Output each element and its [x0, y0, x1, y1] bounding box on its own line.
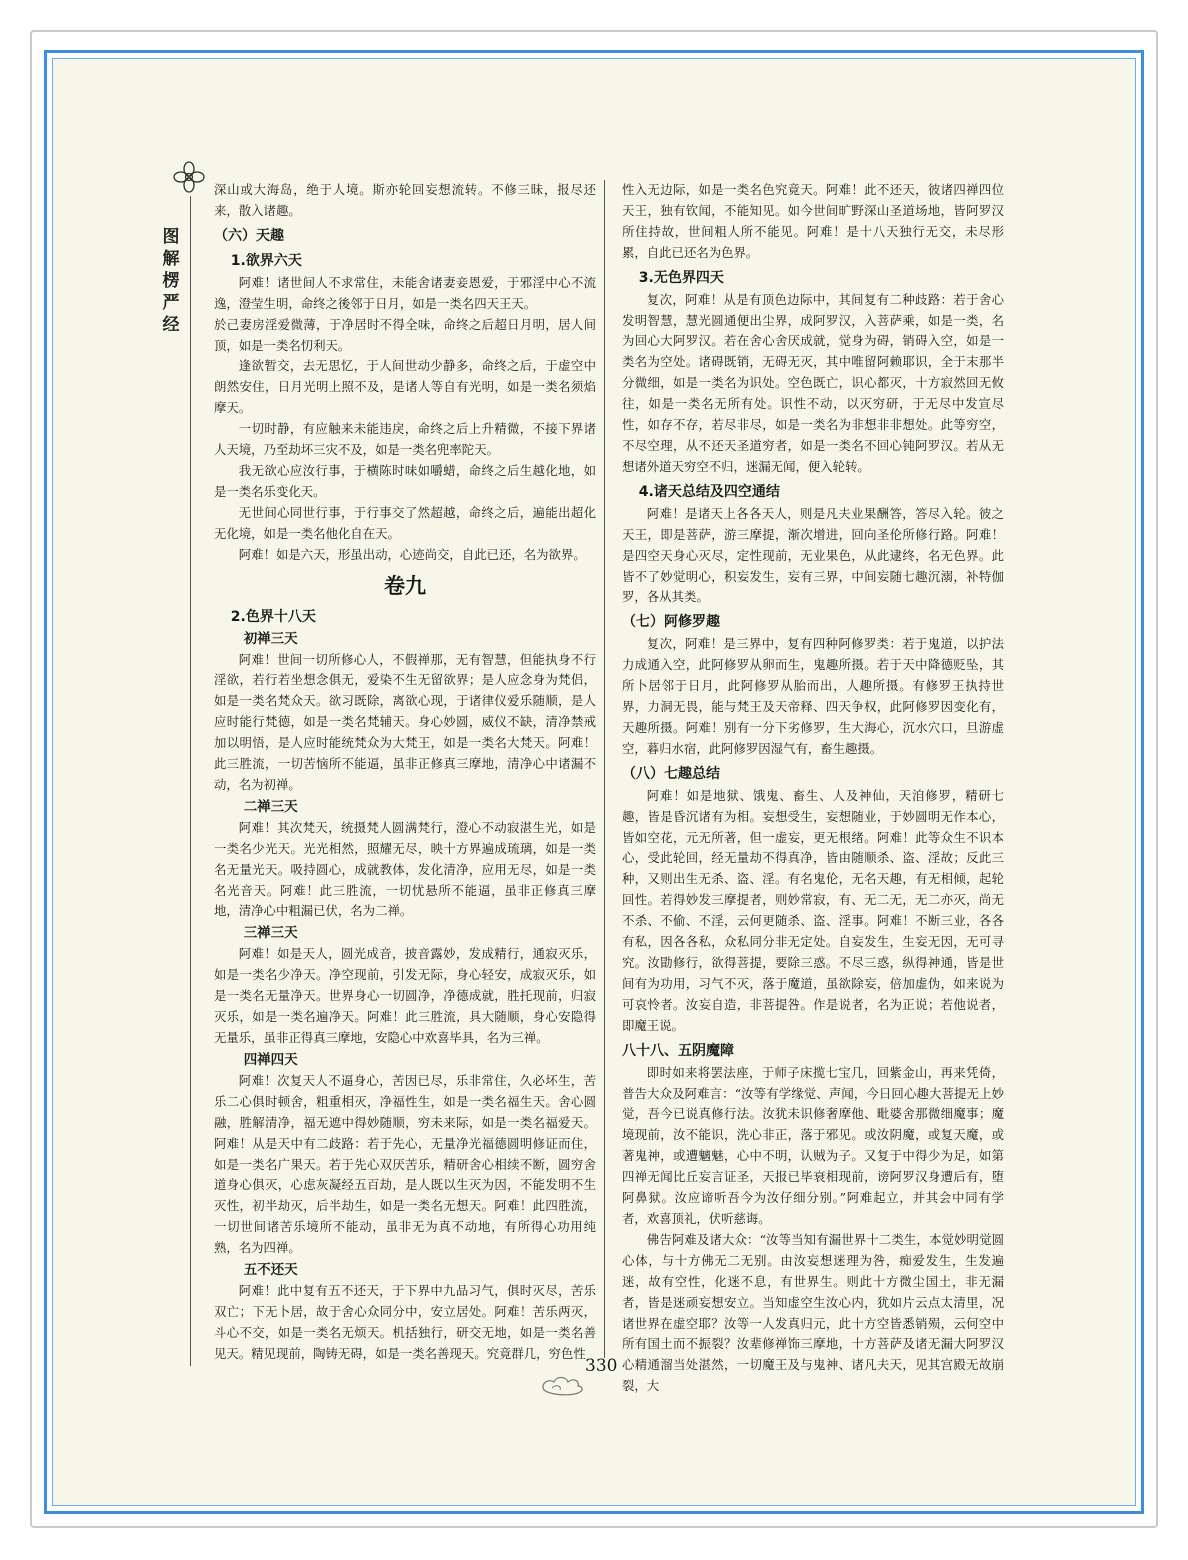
- section-heading: 3.无色界四天: [638, 269, 724, 286]
- section-heading: 初禅三天: [243, 630, 298, 647]
- paragraph: 深山或大海岛，绝于人境。斯亦轮回妄想流转。不修三昧，报尽还来，散入诸趣。: [214, 182, 596, 218]
- paragraph: 阿难！是诸天上各各天人，则是凡夫业果酬答，答尽入轮。彼之天王，即是菩萨，游三摩提，渐次增进，回向圣伦所修行路。阿难！是四空天身心灭尽，定性现前，无业果色，从此逮终，名无色界。此皆不了妙觉明心，积妄发生，妄有三界，中间妄随七趣沉溺，补特伽罗，各从其类。: [622, 505, 1004, 605]
- paragraph: 阿难！如是六天，形虽出动，心迹尚交，自此已还，名为欲界。: [238, 546, 586, 562]
- section-heading: 八十八、五阴魔障: [622, 1042, 734, 1059]
- page-number: 330: [585, 1356, 618, 1376]
- paragraph: 阿难！如是天人，圆光成音，披音露妙，发成精行，通寂灭乐，如是一类名少净天。净空现前，引发无际，身心轻安，成寂灭乐，如是一类名无量净天。世界身心一切圆净，净德成就，胜托现前，归寂灭乐，如是一类名遍净天。阿难！此三胜流，具大随顺，身心安隐得无量乐，虽非正得真三摩地，安隐心中欢喜毕具，名为三禅。: [214, 946, 596, 1045]
- side-vertical-rule: [190, 196, 191, 1366]
- column-divider: [604, 180, 605, 1358]
- paragraph: 阿难！此中复有五不还天，于下界中九品习气，俱时灭尽，苦乐双亡；下无卜居，故于舍心众同分中，安立居处。阿难！苦乐两灭，斗心不交，如是一类名无烦天。机括独行，研交无地，如是一类名善见天。精见现前，陶铸无碍，如是一类名善现天。究竟群几，穷色性: [214, 1283, 596, 1361]
- paragraph: 复次，阿难！是三界中，复有四种阿修罗类：若于鬼道，以护法力成通入空，此阿修罗从卵而生，鬼趣所摄。若于天中降德贬坠，其所卜居邻于日月，此阿修罗从胎而出，人趣所摄。有修罗王执持世界，力洞无畏，能与梵王及天帝释、四天争权，此阿修罗因变化有，天趣所摄。阿难！别有一分下劣修罗，生大海心，沉水穴口，旦游虚空，暮归水宿，此阿修罗因湿气有，畜生趣摄。: [622, 636, 1004, 756]
- section-heading: 卷九: [384, 573, 426, 598]
- section-heading: 2.色界十八天: [230, 608, 316, 625]
- paragraph: 性入无边际，如是一类名色究竟天。阿难！此不还天，彼诸四禅四位天王，独有钦闻，不能知见。如今世间旷野深山圣道场地，皆阿罗汉所住持故，世间粗人所不能见。阿难！是十八天独行无交，未尽形累，自此已还名为色界。: [622, 182, 1004, 260]
- paragraph: 我无欲心应汝行事，于横陈时味如嚼蜡，命终之后生越化地，如是一类名乐变化天。: [214, 462, 596, 499]
- right-text-column: [622, 180, 1004, 1397]
- section-heading: 四禅四天: [243, 1051, 298, 1068]
- section-heading: 三禅三天: [243, 925, 298, 942]
- book-side-title: 图解楞严经: [162, 227, 180, 335]
- paragraph: 阿难！次复天人不逼身心，苦因已尽，乐非常住，久必坏生，苦乐二心俱时顿舍，粗重相灭，净福性生，如是一类名福生天。舍心圆融，胜解清净，福无遮中得妙随顺，穷未来际，如是一类名福爱天。阿难！从是天中有二歧路：若于先心，无量净光福德圆明修证而住，如是一类名广果天。若于先心双厌苦乐，精研舍心相续不断，圆穷舍道身心俱灭，心虑灰凝经五百劫，是人既以生灭为因，不能发明不生灭性，初半劫灭，后半劫生，如是一类名无想天。阿难！此四胜流，一切世间诸苦乐境所不能动，虽非无为真不动地，有所得心功用纯熟，名为四禅。: [214, 1072, 596, 1256]
- paragraph: 逢欲暂交，去无思忆，于人间世动少静多，命终之后，于虚空中朗然安住，日月光明上照不及，是诸人等自有光明，如是一类名须焰摩天。: [214, 358, 596, 416]
- paragraph: 於己妻房淫爱微薄，于净居时不得全味，命终之后超日月明，居人间顶，如是一类名忉利天。: [214, 316, 596, 353]
- section-heading: 1.欲界六天: [230, 252, 302, 269]
- paragraph: 阿难！其次梵天，统摄梵人圆满梵行，澄心不动寂湛生光，如是一类名少光天。光光相然，照耀无尽，映十方界遍成琉璃，如是一类名无量光天。吸持圆心，成就教体，发化清净，应用无尽，如是一类名光音天。阿难！此三胜流，一切忧悬所不能逼，虽非正修真三摩地，清净心中粗漏已伏，名为二禅。: [214, 819, 596, 919]
- section-heading: 五不还天: [243, 1262, 298, 1279]
- section-heading: 二禅三天: [243, 798, 298, 815]
- flower-ornament-icon: [172, 160, 206, 194]
- paragraph: 复次，阿难！从是有顶色边际中，其间复有二种歧路：若于舍心发明智慧，慧光圆通便出尘界，成阿罗汉，入菩萨乘，如是一类，名为回心大阿罗汉。若在舍心舍厌成就，觉身为碍，销碍入空，如是一类名为空处。诸碍既销，无碍无灭，其中唯留阿赖耶识，全于末那半分微细，如是一类名为识处。空色既亡，识心都灭，十方寂然回无攸往，如是一类名无所有处。识性不动，以灭穷研，于无尽中发宣尽性，如存不存，若尽非尽，如是一类名为非想非非想处。此等穷空，不尽空理，从不还天圣道穷者，如是一类名不回心钝阿罗汉。若从无想诸外道天穷空不归，迷漏无闻，便入轮转。: [622, 291, 1004, 474]
- section-heading: （六）天趣: [214, 227, 284, 244]
- section-heading: 4.诸天总结及四空通结: [638, 483, 780, 500]
- section-heading: （八）七趣总结: [622, 765, 720, 782]
- paragraph: 阿难！世间一切所修心人，不假禅那，无有智慧，但能执身不行淫欲，若行若坐想念俱无，爱染不生无留欲界；是人应念身为梵侣，如是一类名梵众天。欲习既除，离欲心现，于诸律仪爱乐随顺，是人应时能行梵德，如是一类名梵辅天。身心妙圆，威仪不缺，清净禁戒加以明悟，是人应时能统梵众为大梵王，如是一类名大梵天。阿难！此三胜流，一切苦恼所不能逼，虽非正修真三摩地，清净心中诸漏不动，名为初禅。: [214, 651, 596, 792]
- paragraph: 阿难！诸世间人不求常住，未能舍诸妻妾恩爱，于邪淫中心不流逸，澄莹生明，命终之後邻于日月，如是一类名四天王天。: [214, 274, 596, 311]
- paragraph: 阿难！如是地狱、饿鬼、畜生、人及神仙，天洎修罗，精研七趣，皆是昏沉诸有为相。妄想受生，妄想随业，于妙圆明无作本心，皆如空花，元无所著，但一虚妄，更无根绪。阿难！此等众生不识本心，受此轮回，经无量劫不得真净，皆由随顺杀、盗、淫故；反此三种，又则出生无杀、盗、淫。有名鬼伦，无名天趣，有无相倾，起轮回性。若得妙发三摩提者，则妙常寂，有、无二无，无二亦灭，尚无不杀、不偷、不淫，云何更随杀、盗、淫事。阿难！不断三业，各各有私，因各各私，众私同分非无定处。自妄发生，生妄无因，无可寻究。汝勖修行，欲得菩提，要除三惑。不尽三惑，纵得神通，皆是世间有为功用，习气不灭，落于魔道，虽欲除妄，倍加虚伪，如来说为可哀怜者。汝妄自造，非菩提咎。作是说者，名为正说；若他说者，即魔王说。: [622, 787, 1004, 1033]
- paragraph: 佛告阿难及诸大众：“汝等当知有漏世界十二类生，本觉妙明觉圆心体，与十方佛无二无别。由汝妄想迷理为咎，痴爱发生，生发遍迷，故有空性，化迷不息，有世界生。则此十方微尘国土，非无漏者，皆是迷顽妄想安立。当知虚空生汝心内，犹如片云点太清里，况诸世界在虚空耶？汝等一人发真归元，此十方空皆悉销殒，云何空中所有国土而不振裂？汝辈修禅饰三摩地，十方菩萨及诸无漏大阿罗汉心精通溜当处湛然，一切魔王及与鬼神、诸凡夫天，见其宫殿无故崩裂，大: [622, 1231, 1004, 1394]
- left-text-column: [214, 180, 596, 1365]
- paragraph: 即时如来将罢法座，于师子床揽七宝几，回紫金山，再来凭倚，普告大众及阿难言：“汝等有学缘觉、声闻，今日回心趣大菩提无上妙觉，吾今已说真修行法。汝犹未识修奢摩他、毗婆舍那微细魔事；魔境现前，汝不能识，洗心非正，落于邪见。或汝阴魔，或复天魔，或著鬼神，或遭魑魅，心中不明，认贼为子。又复于中得少为足，如第四禅无闻比丘妄言证圣，天报已毕衰相现前，谤阿罗汉身遭后有，堕阿鼻狱。汝应谛听吾今为汝仔细分别。”阿难起立，并其会中同有学者，欢喜顶礼，伏听慈诲。: [622, 1064, 1004, 1226]
- paragraph: 一切时静，有应触来未能违戾，命终之后上升精微，不接下界诸人天境，乃至劫坏三灾不及，如是一类名兜率陀天。: [214, 421, 596, 458]
- section-heading: （七）阿修罗趣: [622, 614, 720, 631]
- paragraph: 无世间心同世行事，于行事交了然超越，命终之后，遍能出超化无化境，如是一类名他化自在天。: [214, 504, 596, 541]
